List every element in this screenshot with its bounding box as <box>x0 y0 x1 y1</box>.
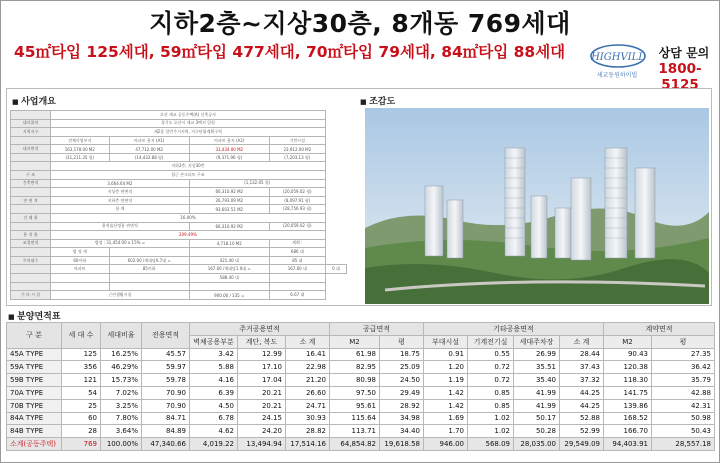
unit-value-cell: 16.41 <box>286 348 330 361</box>
overview-row-header <box>11 248 51 257</box>
unit-value-cell: 35.79 <box>652 374 715 387</box>
overview-row <box>11 265 347 274</box>
overview-cell: 계획 : <box>269 239 325 248</box>
overview-cell: 아파트 <box>51 265 110 274</box>
overview-cell: 85이하 <box>109 265 189 274</box>
total-value-cell: 19,618.58 <box>380 438 424 451</box>
overview-cell: 66,310.92 M2 <box>189 188 269 197</box>
unit-value-cell: 35.40 <box>514 374 560 387</box>
overview-row <box>11 111 347 120</box>
unit-value-cell: 54 <box>62 386 101 399</box>
unit-value-cell: 50.17 <box>514 412 560 425</box>
overview-row-header: 대지면적 <box>11 145 51 154</box>
unit-value-cell: 25 <box>62 399 101 412</box>
unit-value-cell: 5.88 <box>190 361 238 374</box>
col-header-ratio: 세대비율 <box>101 323 142 349</box>
overview-cell: 법 정 계 <box>51 248 110 257</box>
unit-type-cell: 70A TYPE <box>7 386 62 399</box>
logo-wordmark: HIGHVILL <box>591 52 645 63</box>
unit-row <box>7 425 715 438</box>
unit-value-cell: 0.72 <box>468 374 514 387</box>
overview-row-header: 지역지구 <box>11 128 51 137</box>
unit-value-cell: 44.25 <box>560 399 604 412</box>
overview-cell: 지하층 연면적 <box>51 196 190 205</box>
overview-cell: (8,097.91 평) <box>269 196 325 205</box>
overview-cell: (14,432.88 평) <box>109 153 189 162</box>
unit-value-cell: 24.50 <box>380 374 424 387</box>
unit-summary: 45㎡타입 125세대, 59㎡타입 477세대, 70㎡타입 79세대, 84㎡타입 88세대 <box>14 43 566 61</box>
overview-row-header <box>11 162 51 171</box>
overview-cell: 지하2층, 지상30층 <box>51 162 326 171</box>
overview-cell: (20,059.02 평) <box>269 222 325 231</box>
unit-value-cell: 36.42 <box>652 361 715 374</box>
overview-cell <box>189 248 269 257</box>
unit-value-cell: 37.43 <box>560 361 604 374</box>
col-header-supply: 공급면적 <box>330 323 424 336</box>
col-subheader: 소 계 <box>286 335 330 348</box>
unit-value-cell: 59.97 <box>142 361 190 374</box>
unit-value-cell: 20.21 <box>238 399 286 412</box>
overview-cell: 900.00 / 135 = <box>189 291 269 300</box>
overview-cell: 93,603.51 M2 <box>189 205 269 214</box>
unit-value-cell: 20.21 <box>238 386 286 399</box>
total-value-cell: 28,557.18 <box>652 438 715 451</box>
overview-cell <box>269 273 325 282</box>
overview-row-header <box>11 282 51 291</box>
overview-row-header: 대지위치 <box>11 119 51 128</box>
overview-row-header <box>11 111 51 120</box>
overview-row <box>11 196 347 205</box>
units-section-label: ■ 분양면적표 <box>8 309 61 322</box>
overview-cell: 47,712.00 M2 <box>109 145 189 154</box>
overview-cell: 합 계 <box>51 205 190 214</box>
total-value-cell: 94,403.91 <box>604 438 652 451</box>
overview-table <box>10 110 347 300</box>
unit-value-cell: 46.29% <box>101 361 142 374</box>
unit-value-cell: 25.09 <box>380 361 424 374</box>
col-subheader: M2 <box>330 335 380 348</box>
unit-type-cell: 84A TYPE <box>7 412 62 425</box>
unit-type-cell: 84B TYPE <box>7 425 62 438</box>
unit-value-cell: 28.82 <box>286 425 330 438</box>
unit-value-cell: 118.30 <box>604 374 652 387</box>
unit-value-cell: 1.02 <box>468 425 514 438</box>
unit-value-cell: 24.15 <box>238 412 286 425</box>
unit-value-cell: 0.85 <box>468 399 514 412</box>
total-value-cell: 100.00% <box>101 438 142 451</box>
overview-row-header: 기 타 시 설 <box>11 291 51 300</box>
overview-cell: 686 대 <box>269 248 325 257</box>
unit-value-cell: 80.98 <box>330 374 380 387</box>
unit-value-cell: 35.51 <box>514 361 560 374</box>
overview-cell: 아파트 용지 (A2) <box>189 136 269 145</box>
overview-row-header <box>11 153 51 162</box>
overview-row-header <box>11 188 51 197</box>
unit-type-cell: 70B TYPE <box>7 399 62 412</box>
total-value-cell: 47,340.66 <box>142 438 190 451</box>
overview-row-header <box>11 222 51 231</box>
total-value-cell: 769 <box>62 438 101 451</box>
overview-cell: 근린생활시설 <box>51 291 190 300</box>
overview-cell: 용적률산정용 연면적 <box>51 222 190 231</box>
unit-value-cell: 41.99 <box>514 386 560 399</box>
unit-value-cell: 70.90 <box>142 399 190 412</box>
overview-cell: 아파트 용지 (A1) <box>109 136 189 145</box>
overview-cell: 6.67 대 <box>269 291 325 300</box>
unit-value-cell: 356 <box>62 361 101 374</box>
overview-row-header: 조경면적 <box>11 239 51 248</box>
overview-row <box>11 128 347 137</box>
overview-cell: 기반시설 <box>269 136 325 145</box>
unit-value-cell: 16.25% <box>101 348 142 361</box>
overview-cell: 421.40 대 <box>189 256 269 265</box>
overview-row <box>11 188 347 197</box>
col-header-contract: 계약면적 <box>604 323 715 336</box>
col-subheader: 계단, 복도 <box>238 335 286 348</box>
unit-value-cell: 1.42 <box>424 399 468 412</box>
overview-cell: 31,434.00 M2 <box>189 145 269 154</box>
unit-value-cell: 29.49 <box>380 386 424 399</box>
overview-row-header: 건축면적 <box>11 179 51 188</box>
overview-cell: (20,059.02 평) <box>269 188 325 197</box>
unit-type-cell: 59A TYPE <box>7 361 62 374</box>
unit-value-cell: 4.50 <box>190 399 238 412</box>
unit-value-cell: 50.98 <box>652 412 715 425</box>
overview-cell: 16.00% <box>51 213 326 222</box>
overview-row-header: 연 면 적 <box>11 196 51 205</box>
col-subheader: 벽체공용부분 <box>190 335 238 348</box>
overview-cell <box>189 282 269 291</box>
overview-row-header <box>11 136 51 145</box>
overview-cell: 제2종 일반주거지역, 지구단위계획구역 <box>51 128 326 137</box>
overview-cell: (7,203.13 평) <box>269 153 325 162</box>
unit-value-cell: 17.04 <box>238 374 286 387</box>
unit-value-cell: 45.57 <box>142 348 190 361</box>
unit-value-cell: 7.80% <box>101 412 142 425</box>
overview-cell: 60이하 <box>51 256 110 265</box>
unit-value-cell: 3.25% <box>101 399 142 412</box>
unit-value-cell: 6.39 <box>190 386 238 399</box>
overview-cell <box>109 248 189 257</box>
overview-row <box>11 119 347 128</box>
overview-cell: 법정 : 31,454.00 x 15% = <box>51 239 190 248</box>
overview-row-header: 구 조 <box>11 171 51 180</box>
unit-value-cell: 27.35 <box>652 348 715 361</box>
col-subheader: 소 계 <box>560 335 604 348</box>
unit-value-cell: 95.61 <box>330 399 380 412</box>
total-label-cell: 소계(공동주택) <box>7 438 62 451</box>
overview-cell: 4,718.10 M2 <box>189 239 269 248</box>
unit-row <box>7 348 715 361</box>
overview-row <box>11 231 347 240</box>
overview-cell: 163,178.00 M2 <box>51 145 110 154</box>
overview-row-header: 주차대수 <box>11 256 51 265</box>
overview-row <box>11 145 347 154</box>
unit-value-cell: 3.64% <box>101 425 142 438</box>
overview-cell: 3,664.64 M2 <box>51 179 190 188</box>
unit-value-cell: 4.62 <box>190 425 238 438</box>
overview-row-header: 용 적 율 <box>11 231 51 240</box>
unit-value-cell: 18.75 <box>380 348 424 361</box>
unit-value-cell: 1.42 <box>424 386 468 399</box>
overview-cell: 철근 콘크리트 구조 <box>51 171 326 180</box>
overview-section-label: ■ 사업개요 <box>12 94 56 107</box>
unit-value-cell: 139.86 <box>604 399 652 412</box>
total-value-cell: 13,494.94 <box>238 438 286 451</box>
overview-cell: 167.00 대 <box>269 265 325 274</box>
overview-row <box>11 256 347 265</box>
overview-cell: 전체사업부지 <box>51 136 110 145</box>
unit-value-cell: 37.32 <box>560 374 604 387</box>
overview-cell: 26,793.09 M2 <box>189 196 269 205</box>
overview-cell: (9,371.96 평) <box>189 153 269 162</box>
col-header-type: 구 분 <box>7 323 62 349</box>
unit-value-cell: 30.93 <box>286 412 330 425</box>
overview-row-header: 건 폐 율 <box>11 213 51 222</box>
unit-value-cell: 0.55 <box>468 348 514 361</box>
overview-row <box>11 162 347 171</box>
col-header-other-common: 기타공용면적 <box>424 323 604 336</box>
unit-value-cell: 22.98 <box>286 361 330 374</box>
unit-value-cell: 24.71 <box>286 399 330 412</box>
unit-value-cell: 70.90 <box>142 386 190 399</box>
overview-row <box>11 179 347 188</box>
col-subheader: 기계전기실 <box>468 335 514 348</box>
unit-value-cell: 1.20 <box>424 361 468 374</box>
overview-row <box>11 171 347 180</box>
overview-cell: 지상층 연면적 <box>51 188 190 197</box>
total-value-cell: 4,019.22 <box>190 438 238 451</box>
overview-cell <box>269 282 325 291</box>
overview-cell <box>109 282 189 291</box>
unit-value-cell: 125 <box>62 348 101 361</box>
overview-row <box>11 153 347 162</box>
overview-cell: 588.40 대 <box>189 273 269 282</box>
overview-cell <box>51 282 110 291</box>
unit-value-cell: 60 <box>62 412 101 425</box>
overview-row <box>11 291 347 300</box>
overview-cell: 209.49% <box>51 231 326 240</box>
unit-value-cell: 84.89 <box>142 425 190 438</box>
consult-phone[interactable]: 1800-5125 <box>658 61 702 93</box>
unit-value-cell: 113.71 <box>330 425 380 438</box>
col-header-households: 세 대 수 <box>62 323 101 349</box>
overview-cell: 오산 세교 공동주택(A) 신축공사 <box>51 111 326 120</box>
unit-row <box>7 386 715 399</box>
unit-value-cell: 0.85 <box>468 386 514 399</box>
unit-value-cell: 3.42 <box>190 348 238 361</box>
unit-value-cell: 34.40 <box>380 425 424 438</box>
overview-cell: 경기도 오산시 세교 3택지 일원 <box>51 119 326 128</box>
unit-value-cell: 28.44 <box>560 348 604 361</box>
overview-row <box>11 248 347 257</box>
unit-value-cell: 168.52 <box>604 412 652 425</box>
unit-value-cell: 0.72 <box>468 361 514 374</box>
overview-cell <box>51 273 110 282</box>
total-value-cell: 64,854.82 <box>330 438 380 451</box>
unit-value-cell: 120.38 <box>604 361 652 374</box>
unit-value-cell: 1.02 <box>468 412 514 425</box>
overview-cell: 23,912.00 M2 <box>269 145 325 154</box>
consult-label: 상담 문의 <box>658 46 710 60</box>
overview-row-header <box>11 205 51 214</box>
unit-value-cell: 166.70 <box>604 425 652 438</box>
page-title: 지하2층~지상30층, 8개동 769세대 <box>149 9 571 38</box>
col-header-residential-common: 주거공용면적 <box>190 323 330 336</box>
unit-value-cell: 44.25 <box>560 386 604 399</box>
overview-row-header <box>11 265 51 274</box>
unit-row <box>7 399 715 412</box>
col-subheader: 평 <box>380 335 424 348</box>
col-subheader: 부대시설 <box>424 335 468 348</box>
logo-subtext: 세교동원하이빌 <box>596 72 638 79</box>
unit-type-cell: 59B TYPE <box>7 374 62 387</box>
col-header-exclusive: 전용면적 <box>142 323 190 349</box>
unit-value-cell: 141.75 <box>604 386 652 399</box>
unit-row <box>7 374 715 387</box>
unit-value-cell: 42.31 <box>652 399 715 412</box>
unit-row <box>7 361 715 374</box>
aerial-rendering <box>365 108 709 304</box>
unit-value-cell: 97.50 <box>330 386 380 399</box>
unit-value-cell: 24.20 <box>238 425 286 438</box>
unit-row <box>7 412 715 425</box>
unit-value-cell: 52.99 <box>560 425 604 438</box>
total-value-cell: 568.09 <box>468 438 514 451</box>
overview-row <box>11 239 347 248</box>
unit-value-cell: 1.19 <box>424 374 468 387</box>
col-subheader: 세대주차장 <box>514 335 560 348</box>
overview-row <box>11 213 347 222</box>
unit-area-table <box>6 322 715 451</box>
overview-cell: (28,756.93 평) <box>269 205 325 214</box>
overview-row <box>11 273 347 282</box>
unit-value-cell: 12.99 <box>238 348 286 361</box>
unit-value-cell: 121 <box>62 374 101 387</box>
unit-value-cell: 50.43 <box>652 425 715 438</box>
unit-value-cell: 84.71 <box>142 412 190 425</box>
overview-row <box>11 222 347 231</box>
overview-row-header <box>11 273 51 282</box>
unit-value-cell: 7.02% <box>101 386 142 399</box>
unit-value-cell: 4.16 <box>190 374 238 387</box>
col-subheader: 평 <box>652 335 715 348</box>
unit-value-cell: 50.28 <box>514 425 560 438</box>
unit-value-cell: 28 <box>62 425 101 438</box>
overview-row <box>11 136 347 145</box>
overview-cell: 167.00 /세대당1.0대 = <box>189 265 269 274</box>
overview-cell: 602.00 /세대당0.7대 = <box>109 256 189 265</box>
overview-cell <box>109 273 189 282</box>
unit-value-cell: 41.99 <box>514 399 560 412</box>
unit-value-cell: 42.88 <box>652 386 715 399</box>
unit-value-cell: 26.99 <box>514 348 560 361</box>
unit-value-cell: 0.91 <box>424 348 468 361</box>
unit-value-cell: 6.78 <box>190 412 238 425</box>
unit-value-cell: 1.69 <box>424 412 468 425</box>
unit-total-row <box>7 438 715 451</box>
total-value-cell: 29,549.09 <box>560 438 604 451</box>
unit-type-cell: 45A TYPE <box>7 348 62 361</box>
unit-value-cell: 61.98 <box>330 348 380 361</box>
unit-value-cell: 15.73% <box>101 374 142 387</box>
overview-cell: (31,211.35 평) <box>51 153 110 162</box>
unit-value-cell: 26.60 <box>286 386 330 399</box>
render-section-label: ■ 조감도 <box>360 94 395 107</box>
unit-value-cell: 28.92 <box>380 399 424 412</box>
unit-value-cell: 82.95 <box>330 361 380 374</box>
overview-cell: 85 대 <box>269 256 325 265</box>
total-value-cell: 946.00 <box>424 438 468 451</box>
total-value-cell: 28,035.00 <box>514 438 560 451</box>
overview-cell: 0 대 <box>325 265 346 274</box>
total-value-cell: 17,514.16 <box>286 438 330 451</box>
unit-value-cell: 17.10 <box>238 361 286 374</box>
unit-value-cell: 90.43 <box>604 348 652 361</box>
overview-cell: 66,310.92 M2 <box>189 222 269 231</box>
overview-row <box>11 282 347 291</box>
overview-row <box>11 205 347 214</box>
unit-value-cell: 52.88 <box>560 412 604 425</box>
unit-value-cell: 115.64 <box>330 412 380 425</box>
unit-value-cell: 1.70 <box>424 425 468 438</box>
overview-cell: (1,132.05 평) <box>189 179 325 188</box>
col-subheader: M2 <box>604 335 652 348</box>
unit-value-cell: 21.20 <box>286 374 330 387</box>
unit-value-cell: 59.78 <box>142 374 190 387</box>
unit-value-cell: 34.98 <box>380 412 424 425</box>
